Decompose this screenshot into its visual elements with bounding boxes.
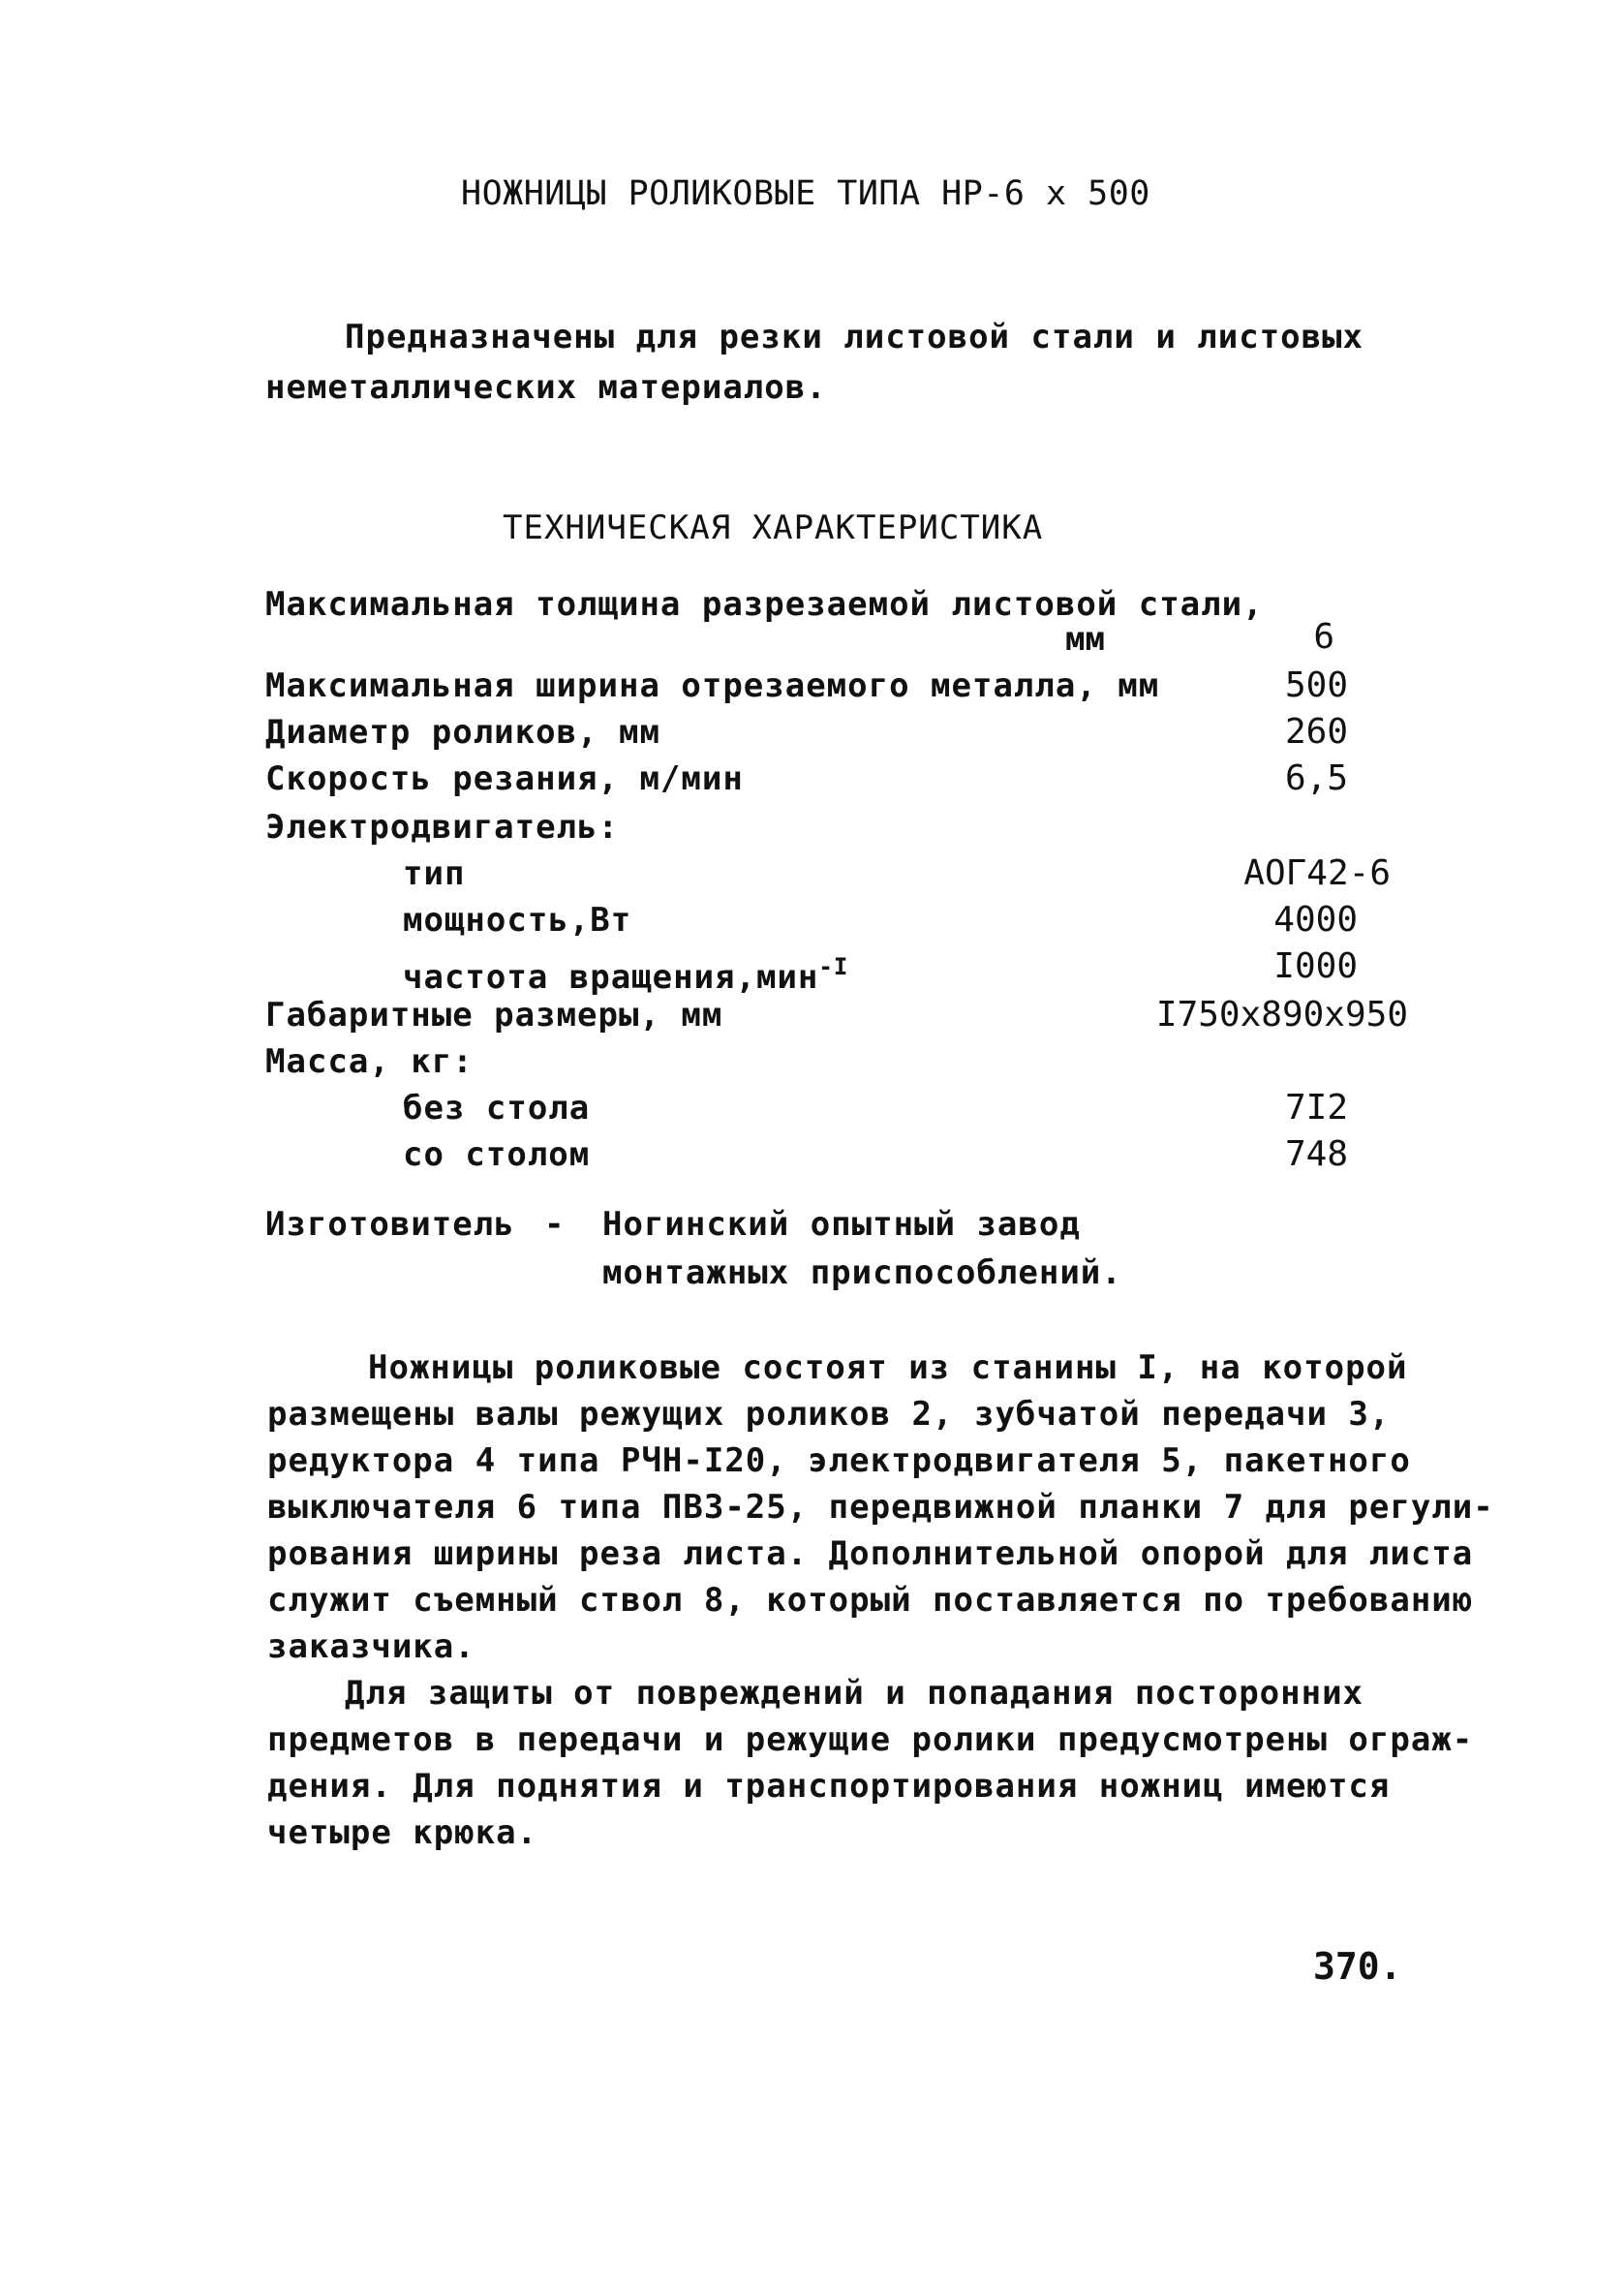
description-line-5: рования ширины реза листа. Дополнительной опорой для листа: [267, 1534, 1474, 1573]
spec-motor-freq-label: [403, 947, 848, 997]
spec-motor-power-label: мощность,Вт: [403, 901, 632, 940]
spec-motor-label: Электродвигатель:: [265, 808, 619, 847]
spec-mass-with-table-value: 748: [1284, 1134, 1348, 1174]
manufacturer-line-1: Ногинский опытный завод: [602, 1205, 1081, 1244]
description-line-6: служит съемный ствол 8, который поставляется по требованию: [267, 1581, 1474, 1620]
spec-motor-type-label: тип: [403, 854, 466, 893]
spec-max-thickness-unit: мм: [1065, 620, 1105, 659]
spec-dimensions-label: Габаритные размеры, мм: [265, 996, 723, 1035]
description-line-9: предметов в передачи и режущие ролики предусмотрены ограж-: [267, 1720, 1474, 1759]
spec-cutting-speed-value: 6,5: [1284, 758, 1348, 798]
description-line-7: заказчика.: [267, 1627, 475, 1666]
spec-max-thickness-label: Максимальная толщина разрезаемой листовой стали,: [265, 585, 1264, 624]
spec-dimensions-value: I750х890х950: [1155, 995, 1408, 1035]
spec-mass-no-table-label: без стола: [403, 1089, 591, 1128]
spec-max-width-value: 500: [1284, 665, 1348, 705]
spec-cutting-speed-label: Скорость резания, м/мин: [265, 759, 744, 798]
description-line-4: выключателя 6 типа ПВ3-25, передвижной планки 7 для регули-: [267, 1488, 1494, 1527]
manufacturer-label: Изготовитель: [265, 1205, 515, 1244]
description-line-1: Ножницы роликовые состоят из станины I, на которой: [368, 1348, 1408, 1387]
document-title: НОЖНИЦЫ РОЛИКОВЫЕ ТИПА НР-6 х 500: [461, 174, 1150, 213]
spec-motor-freq-exponent: -I: [818, 953, 849, 980]
intro-line-2: неметаллических материалов.: [265, 368, 827, 407]
spec-motor-type-value: АОГ42-6: [1243, 853, 1391, 893]
manufacturer-dash: -: [544, 1205, 566, 1244]
spec-mass-no-table-value: 7I2: [1284, 1088, 1348, 1128]
spec-roller-diameter-value: 260: [1284, 712, 1348, 752]
intro-line-1: Предназначены для резки листовой стали и листовых: [345, 318, 1364, 356]
description-line-10: дения. Для поднятия и транспортирования ножниц имеются: [267, 1767, 1391, 1806]
spec-heading: ТЕХНИЧЕСКАЯ ХАРАКТЕРИСТИКА: [503, 509, 1044, 547]
page-number: 370.: [1313, 1945, 1402, 1988]
spec-max-thickness-value: 6: [1313, 617, 1334, 657]
spec-mass-label: Масса, кг:: [265, 1042, 474, 1081]
manufacturer-line-2: монтажных приспособлений.: [602, 1253, 1122, 1292]
spec-motor-power-value: 4000: [1273, 900, 1358, 940]
spec-mass-with-table-label: со столом: [403, 1135, 591, 1174]
spec-max-width-label: Максимальная ширина отрезаемого металла, мм: [265, 666, 1160, 705]
description-line-2: размещены валы режущих роликов 2, зубчатой передачи 3,: [267, 1395, 1391, 1434]
spec-motor-freq-label-text: частота вращения,мин: [403, 958, 819, 997]
spec-roller-diameter-label: Диаметр роликов, мм: [265, 713, 660, 752]
description-line-11: четыре крюка.: [267, 1813, 538, 1852]
description-line-3: редуктора 4 типа РЧН-I20, электродвигателя 5, пакетного: [267, 1441, 1411, 1480]
spec-motor-freq-value: I000: [1273, 946, 1358, 986]
description-line-8: Для защиты от повреждений и попадания посторонних: [345, 1674, 1364, 1713]
